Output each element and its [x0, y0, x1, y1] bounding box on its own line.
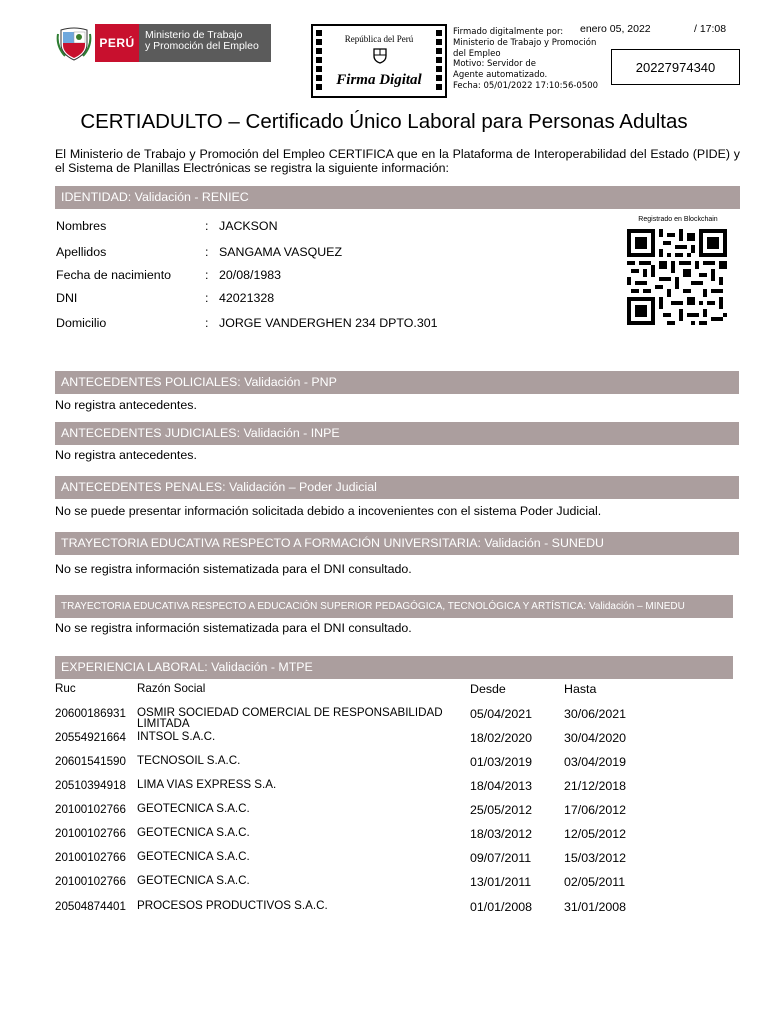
- cell-hasta: 03/04/2019: [564, 755, 627, 769]
- policiales-note: No registra antecedentes.: [55, 398, 197, 412]
- cell-hasta: 30/04/2020: [564, 731, 627, 745]
- cell-razon-social: PROCESOS PRODUCTIVOS S.A.C.: [137, 899, 328, 912]
- cell-desde: 13/01/2011: [470, 875, 532, 889]
- field-label-fecha-nacimiento: Fecha de nacimiento: [56, 268, 172, 282]
- experiencia-section-header: EXPERIENCIA LABORAL: Validación - MTPE: [55, 656, 733, 679]
- certificate-code-value: 20227974340: [635, 59, 716, 75]
- column-header-razon-social: Razón Social: [137, 682, 206, 695]
- issue-time: / 17:08: [694, 23, 727, 35]
- identidad-section-header: IDENTIDAD: Validación - RENIEC: [55, 186, 740, 209]
- sunedu-section-header: TRAYECTORIA EDUCATIVA RESPECTO A FORMACIÓN UNIVERSITARIA: Validación - SUNEDU: [55, 532, 739, 555]
- field-label-domicilio: Domicilio: [56, 316, 107, 330]
- field-separator: :: [205, 245, 209, 259]
- ministry-line1: Ministerio de Trabajo: [145, 29, 243, 41]
- sign-info-line: Fecha: 05/01/2022 17:10:56-0500: [453, 80, 599, 91]
- sign-info-line: Agente automatizado.: [453, 70, 548, 81]
- intro-paragraph: El Ministerio de Trabajo y Promoción del Empleo CERTIFICA que en la Plataforma de Interoperabilidad del Estado (PIDE) y el Sistema de Planillas Electrónicas se registra la siguiente información:: [55, 147, 740, 175]
- certificate-code: [611, 49, 740, 85]
- cell-ruc: 20554921664: [55, 731, 126, 744]
- peru-logo: [95, 24, 139, 62]
- qr-caption: Registrado en Blockchain: [638, 216, 718, 223]
- penales-note: No se puede presentar información solicitada debido a incovenientes con el sistema Poder Judicial.: [55, 504, 602, 518]
- cell-ruc: 20100102766: [55, 851, 126, 864]
- sign-info-line: Motivo: Servidor de: [453, 59, 536, 70]
- field-value-dni: 42021328: [219, 291, 275, 305]
- column-header-hasta: Hasta: [564, 682, 597, 696]
- page-title: CERTIADULTO – Certificado Único Laboral para Personas Adultas: [80, 110, 688, 133]
- cell-razon-social: TECNOSOIL S.A.C.: [137, 754, 241, 767]
- cell-razon-social: GEOTECNICA S.A.C.: [137, 826, 250, 839]
- field-separator: :: [205, 268, 209, 282]
- issue-date: enero 05, 2022: [580, 23, 651, 35]
- field-separator: :: [205, 219, 209, 233]
- sign-info-line: Firmado digitalmente por:: [453, 27, 564, 37]
- cell-razon-social: GEOTECNICA S.A.C.: [137, 802, 250, 815]
- cell-desde: 25/05/2012: [470, 803, 533, 817]
- field-label-apellidos: Apellidos: [56, 245, 107, 259]
- cell-hasta: 30/06/2021: [564, 707, 627, 721]
- field-separator: :: [205, 291, 209, 305]
- sunedu-note: No se registra información sistematizada para el DNI consultado.: [55, 562, 412, 576]
- cell-hasta: 31/01/2008: [564, 900, 627, 914]
- judiciales-section-header: ANTECEDENTES JUDICIALES: Validación - INPE: [55, 422, 739, 445]
- cell-desde: 01/01/2008: [470, 900, 533, 914]
- field-value-fecha-nacimiento: 20/08/1983: [219, 268, 282, 282]
- cell-desde: 09/07/2011: [470, 851, 532, 865]
- peru-coat-of-arms-logo: [55, 24, 93, 62]
- cell-desde: 18/02/2020: [470, 731, 533, 745]
- cell-ruc: 20601541590: [55, 755, 126, 768]
- sign-info-line: Ministerio de Trabajo y Promoción: [453, 37, 597, 48]
- minedu-note: No se registra información sistematizada para el DNI consultado.: [55, 621, 412, 635]
- cell-desde: 18/03/2012: [470, 827, 533, 841]
- cell-ruc: 20100102766: [55, 875, 126, 888]
- field-value-nombres: JACKSON: [219, 219, 278, 233]
- cell-razon-social: INTSOL S.A.C.: [137, 730, 216, 743]
- field-label-dni: DNI: [56, 291, 78, 305]
- sign-info-line: del Empleo: [453, 48, 501, 59]
- column-header-ruc: Ruc: [55, 682, 76, 695]
- cell-razon-social: OSMIR SOCIEDAD COMERCIAL DE RESPONSABILIDAD LIMITADA: [137, 706, 443, 730]
- judiciales-note: No registra antecedentes.: [55, 448, 197, 462]
- cell-ruc: 20510394918: [55, 779, 126, 792]
- cell-hasta: 21/12/2018: [564, 779, 627, 793]
- penales-section-header: ANTECEDENTES PENALES: Validación – Poder Judicial: [55, 476, 739, 499]
- cell-hasta: 15/03/2012: [564, 851, 627, 865]
- country-label: PERÚ: [99, 36, 135, 50]
- coat-of-arms-icon: [371, 46, 389, 64]
- cell-desde: 01/03/2019: [470, 755, 533, 769]
- cell-hasta: 12/05/2012: [564, 827, 627, 841]
- field-value-apellidos: SANGAMA VASQUEZ: [219, 245, 343, 259]
- cell-ruc: 20100102766: [55, 827, 126, 840]
- cell-desde: 05/04/2021: [470, 707, 533, 721]
- cell-razon-social: GEOTECNICA S.A.C.: [137, 874, 250, 887]
- signature-info: [453, 27, 603, 92]
- minedu-section-header: TRAYECTORIA EDUCATIVA RESPECTO A EDUCACIÓN SUPERIOR PEDAGÓGICA, TECNOLÓGICA Y ARTÍSTICA: Validación – MINEDU: [55, 595, 733, 618]
- cell-ruc: 20504874401: [55, 900, 126, 913]
- cell-hasta: 02/05/2011: [564, 875, 626, 889]
- cell-ruc: 20100102766: [55, 803, 126, 816]
- column-header-desde: Desde: [470, 682, 506, 696]
- field-value-domicilio: JORGE VANDERGHEN 234 DPTO.301: [219, 316, 438, 330]
- stamp-firma-digital: Firma Digital: [336, 72, 422, 88]
- stamp-republica: República del Perú: [344, 34, 414, 44]
- field-separator: :: [205, 316, 209, 330]
- digital-signature-stamp: [311, 24, 447, 98]
- cell-desde: 18/04/2013: [470, 779, 533, 793]
- field-label-nombres: Nombres: [56, 219, 107, 233]
- ministry-logo: [139, 24, 271, 62]
- cell-razon-social: LIMA VIAS EXPRESS S.A.: [137, 778, 277, 791]
- cell-hasta: 17/06/2012: [564, 803, 627, 817]
- cell-razon-social: GEOTECNICA S.A.C.: [137, 850, 250, 863]
- cell-ruc: 20600186931: [55, 707, 126, 720]
- policiales-section-header: ANTECEDENTES POLICIALES: Validación - PNP: [55, 371, 739, 394]
- ministry-line2: y Promoción del Empleo: [145, 40, 259, 52]
- qr-code-icon: [627, 229, 727, 325]
